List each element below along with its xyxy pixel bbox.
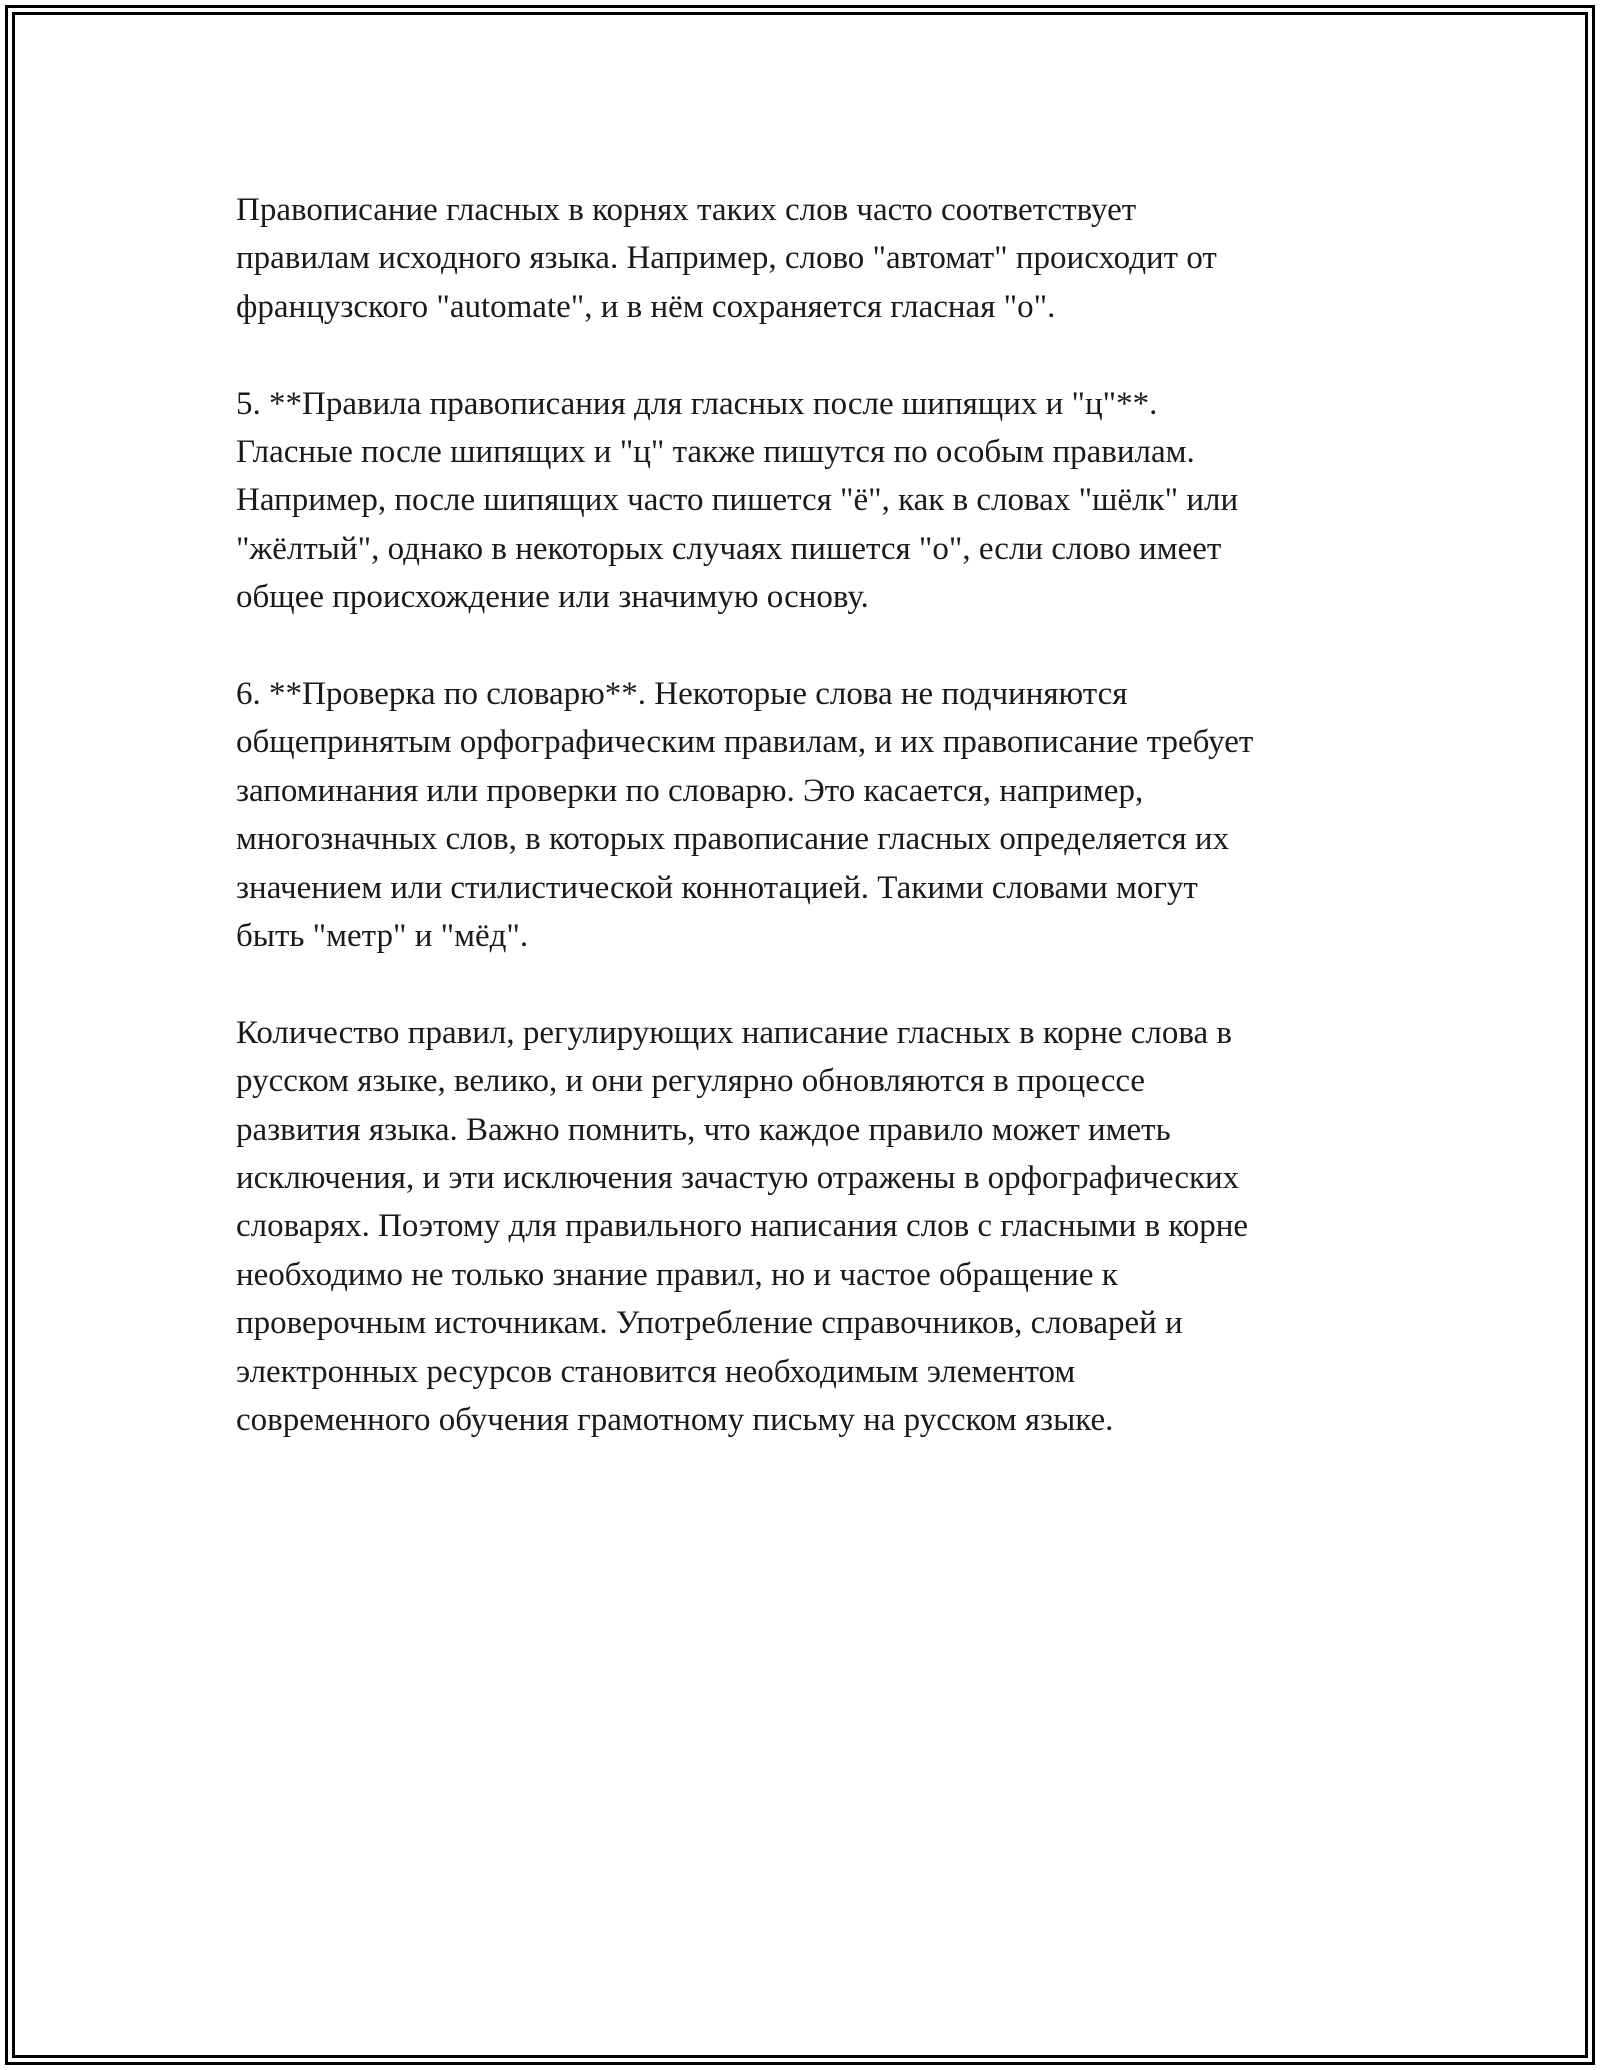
paragraph-root-vowels-origin: Правописание гласных в корнях таких слов часто соответствует правилам исходного языка. Например, слово "автомат" происходит от французского "automate", и в нём сохраняется гласная "о". <box>236 192 1217 325</box>
paragraph-rule-6-dictionary: 6. **Проверка по словарю**. Некоторые слова не подчиняются общепринятым орфографическим правилам, и их правописание требует запоминания или проверки по словарю. Это касается, например, многозначных слов, в которых правописание гласных определяется их значением или стилистической коннотацией. Такими словами могут быть "метр" и "мёд". <box>236 676 1254 955</box>
paragraph-conclusion: Количество правил, регулирующих написание гласных в корне слова в русском языке, велико, и они регулярно обновляются в процессе развития языка. Важно помнить, что каждое правило может иметь исключения, и эти исключения зачастую отражены в орфографических словарях. Поэтому для правильного написания слов с гласными в корне необходимо не только знание правил, но и частое обращение к проверочным источникам. Употребление справочников, словарей и электронных ресурсов становится необходимым элементом современного обучения грамотному письму на русском языке. <box>236 1014 1249 1439</box>
paragraph-rule-5-sibilants: 5. **Правила правописания для гласных после шипящих и "ц"**. Гласные после шипящих и "ц" также пишутся по особым правилам. Например, после шипящих часто пишется "ё", как в словах "шёлк" или "жёлтый", однако в некоторых случаях пишется "о", если слово имеет общее происхождение или значимую основу. <box>236 385 1239 616</box>
document-body <box>236 186 1386 1445</box>
